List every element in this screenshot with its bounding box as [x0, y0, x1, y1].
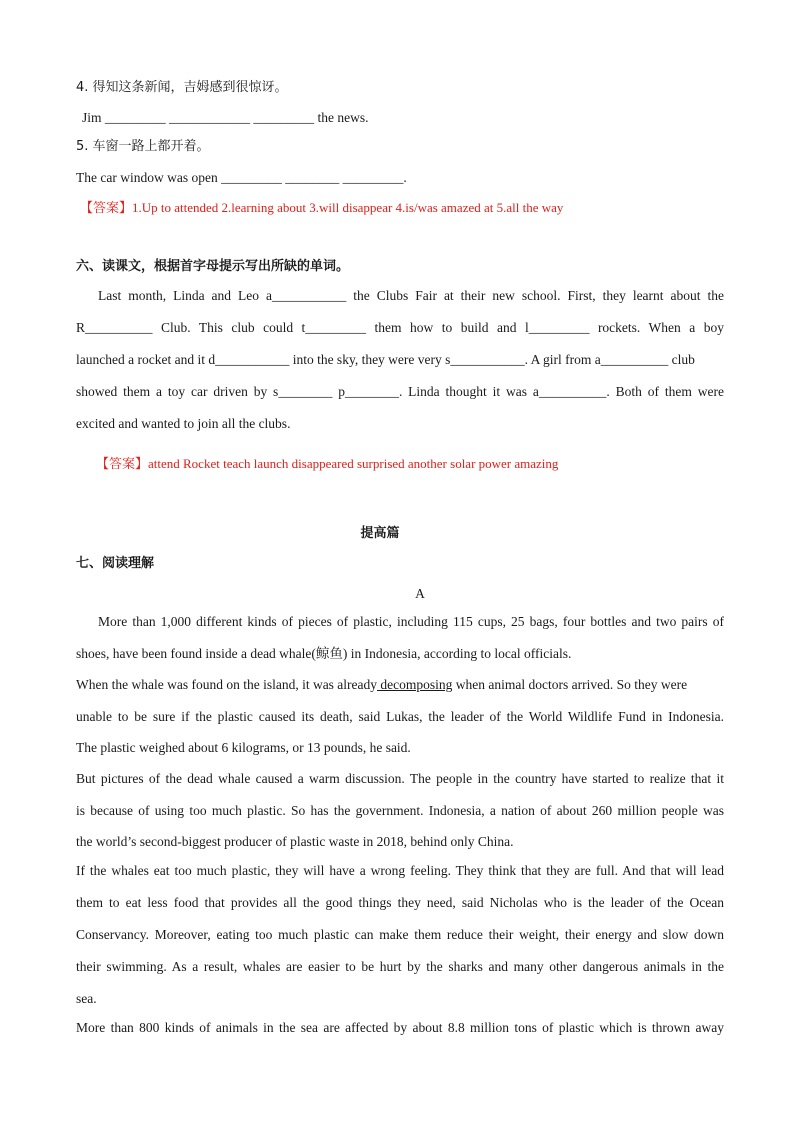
passage-p2-line-1 [76, 676, 724, 694]
cloze-line-3: launched a rocket and it d___________ into the sky, they were very s___________. A girl from a__________ club [76, 352, 695, 367]
underlined-word-decomposing: decomposing [377, 677, 453, 692]
passage-p5-line-1: More than 800 kinds of animals in the sea are affected by about 8.8 million tons of plastic which is thrown away [76, 1020, 724, 1035]
cloze-line-4: showed them a toy car driven by s________ p________. Linda thought it was a__________. Both of them were [76, 384, 724, 399]
passage-p1-line-2: shoes, have been found inside a dead whale(鲸鱼) in Indonesia, according to local officials. [76, 646, 572, 661]
question-4-prompt: 4. 得知这条新闻，吉姆感到很惊讶。 [76, 80, 288, 95]
passage-p4-line-1: If the whales eat too much plastic, they will have a wrong feeling. They think that they are full. And that will lead [76, 863, 724, 878]
passage-p3-line-1: But pictures of the dead whale caused a warm discussion. The people in the country have started to realize that it [76, 771, 724, 786]
passage-p1-line-1: More than 1,000 different kinds of pieces of plastic, including 115 cups, 25 bags, four bottles and two pairs of [98, 614, 724, 629]
passage-p4-line-3: Conservancy. Moreover, eating too much plastic can make them reduce their weight, their energy and slow down [76, 927, 724, 942]
section-6-heading: 六、读课文，根据首字母提示写出所缺的单词。 [76, 259, 350, 274]
passage-p2-line-2: unable to be sure if the plastic caused its death, said Lukas, the leader of the World Wildlife Fund in Indonesia. [76, 709, 724, 724]
passage-p2-text-a: When the whale was found on the island, it was already [76, 677, 378, 692]
cloze-line-1: Last month, Linda and Leo a___________ the Clubs Fair at their new school. First, they learnt about the [98, 288, 724, 303]
passage-p4-line-4: their swimming. As a result, whales are easier to be hurt by the sharks and many other dangerous animals in the [76, 959, 724, 974]
passage-p2-text-b: when animal doctors arrived. So they were [452, 677, 688, 692]
answer-key-section-5: 【答案】1.Up to attended 2.learning about 3.will disappear 4.is/was amazed at 5.all the way [80, 200, 564, 215]
question-5-answer-line: The car window was open _________ ________ _________. [76, 170, 407, 185]
cloze-line-5: excited and wanted to join all the clubs. [76, 416, 291, 431]
passage-p2-line-3: The plastic weighed about 6 kilograms, or 13 pounds, he said. [76, 740, 411, 755]
passage-p3-line-3: the world’s second-biggest producer of plastic waste in 2018, behind only China. [76, 834, 514, 849]
passage-p3-line-2: is because of using too much plastic. So has the government. Indonesia, a nation of about 260 million people was [76, 803, 724, 818]
advanced-section-title: 提高篇 [360, 526, 400, 541]
answer-key-section-6: 【答案】attend Rocket teach launch disappeared surprised another solar power amazing [96, 456, 559, 471]
passage-p4-line-5: sea. [76, 991, 97, 1006]
passage-label: A [415, 586, 425, 601]
cloze-line-2: R__________ Club. This club could t_________ them how to build and l_________ rockets. When a boy [76, 320, 724, 335]
question-4-answer-line: Jim _________ ____________ _________ the news. [82, 110, 369, 125]
section-7-heading: 七、阅读理解 [76, 556, 155, 571]
question-5-prompt: 5. 车窗一路上都开着。 [76, 139, 210, 154]
passage-p4-line-2: them to eat less food that provides all the good things they need, said Nicholas who is the leader of the Ocean [76, 895, 724, 910]
